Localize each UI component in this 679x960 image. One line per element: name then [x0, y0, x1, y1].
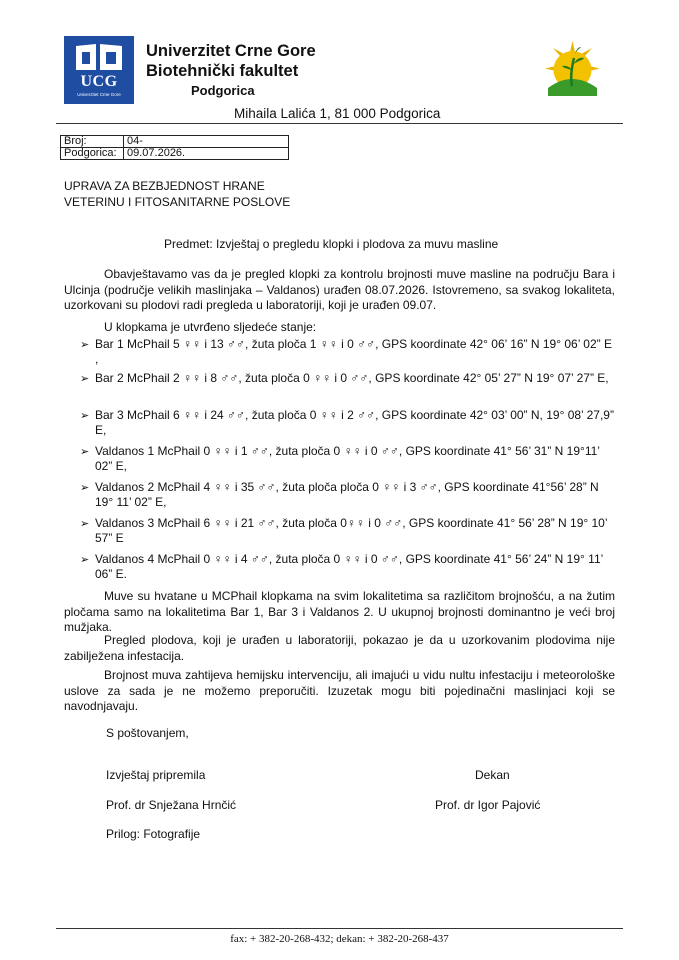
ucg-logo — [64, 36, 134, 104]
fruits-paragraph — [64, 633, 615, 664]
recipient-line-1: UPRAVA ZA BEZBJEDNOST HRANE — [64, 179, 265, 193]
ref-value-date: 09.07.2026. — [124, 148, 289, 160]
list-item: Valdanos 3 McPhail 6 ♀♀ i 21 ♂♂, žuta ploča 0♀♀ i 0 ♂♂, GPS koordinate 41° 56’ 28” N 19° 10’ 57” E — [95, 516, 608, 545]
footer-divider — [56, 928, 623, 929]
intro-paragraph — [64, 267, 615, 314]
left-signatory-role: Izvještaj pripremila — [106, 768, 206, 782]
closing: S poštovanjem, — [106, 726, 189, 740]
header-divider — [56, 123, 623, 124]
address: Mihaila Lalića 1, 81 000 Podgorica — [234, 106, 441, 121]
right-signatory-role: Dekan — [475, 768, 510, 782]
reference-table — [60, 135, 289, 160]
recipient-line-2: VETERINU I FITOSANITARNE POSLOVE — [64, 195, 291, 209]
logo-text: UCG — [80, 73, 118, 90]
flies-paragraph-text: Muve su hvatane u MCPhail klopkama na svim lokalitetima sa različitom brojnošću, a na žutim pločama samo na lokalitetima Bar 1, Bar 3 i Valdanos 2. U ukupnoj brojnosti dominantno je veći broj mužjaka. — [64, 589, 615, 634]
arrow-bullet-icon: ➢ — [80, 554, 90, 566]
table-row — [61, 136, 289, 148]
faculty-name: Biotehnički fakultet — [146, 62, 299, 80]
logo-subtitle: Univerzitet Crne Gore — [77, 92, 121, 97]
list-intro: U klopkama je utvrđeno sljedeće stanje: — [104, 320, 317, 334]
faculty-logo — [544, 40, 601, 97]
ref-label-number: Broj: — [61, 136, 124, 148]
header-city: Podgorica — [191, 83, 255, 98]
arrow-bullet-icon: ➢ — [80, 410, 90, 422]
arrow-bullet-icon: ➢ — [80, 518, 90, 530]
list-item: Valdanos 1 McPhail 0 ♀♀ i 1 ♂♂, žuta ploča 0 ♀♀ i 0 ♂♂, GPS koordinate 41° 56’ 31” N 19°11’ 02” E, — [95, 444, 600, 473]
list-item: Bar 2 McPhail 2 ♀♀ i 8 ♂♂, žuta ploča 0 ♀♀ i 0 ♂♂, GPS koordinate 42° 05’ 27” N 19° 07’ 27” E, — [95, 371, 609, 385]
conclusion-paragraph — [64, 668, 615, 715]
ref-label-date: Podgorica: — [61, 148, 124, 160]
book-icon — [74, 42, 124, 72]
footer-contact: fax: + 382-20-268-432; dekan: + 382-20-268-437 — [230, 933, 449, 945]
list-item: Valdanos 4 McPhail 0 ♀♀ i 4 ♂♂, žuta ploča 0 ♀♀ i 0 ♂♂, GPS koordinate 41° 56’ 24” N 19° 11’ 06” E. — [95, 552, 603, 581]
list-item: Bar 3 McPhail 6 ♀♀ i 24 ♂♂, žuta ploča 0 ♀♀ i 2 ♂♂, GPS koordinate 42° 03’ 00” N, 19° 08’ 27,9” E, — [95, 408, 614, 437]
arrow-bullet-icon: ➢ — [80, 482, 90, 494]
conclusion-paragraph-text: Brojnost muva zahtijeva hemijsku intervenciju, ali imajući u vidu nultu infestaciju i meteorološke uslove za sada je ne možemo preporučiti. Izuzetak mogu biti pojedinačni maslinjaci koji se navodnjavaju. — [64, 668, 615, 713]
intro-paragraph-text: Obavještavamo vas da je pregled klopki za kontrolu brojnosti muve masline na području Bara i Ulcinja (područje velikih maslinjaka – Valdanos) urađen 08.07.2026. Istovremeno, sa svakog lokaliteta, uzorkovani su plodovi radi pregleda u laboratoriji, koji je urađen 09.07. — [64, 267, 615, 312]
subject-line: Predmet: Izvještaj o pregledu klopki i plodova za muvu masline — [164, 237, 499, 251]
table-row — [61, 148, 289, 160]
attachment-note: Prilog: Fotografije — [106, 827, 201, 841]
arrow-bullet-icon: ➢ — [80, 446, 90, 458]
ref-value-number: 04- — [124, 136, 289, 148]
arrow-bullet-icon: ➢ — [80, 339, 90, 351]
university-name: Univerzitet Crne Gore — [146, 42, 316, 60]
flies-paragraph — [64, 589, 615, 636]
right-signatory-name: Prof. dr Igor Pajović — [435, 798, 541, 812]
list-item: Bar 1 McPhail 5 ♀♀ i 13 ♂♂, žuta ploča 1 ♀♀ i 0 ♂♂, GPS koordinate 42° 06’ 16” N 19° 06’ 02” E , — [95, 337, 612, 366]
arrow-bullet-icon: ➢ — [80, 373, 90, 385]
left-signatory-name: Prof. dr Snježana Hrnčić — [106, 798, 237, 812]
list-item: Valdanos 2 McPhail 4 ♀♀ i 35 ♂♂, žuta ploča ploča 0 ♀♀ i 3 ♂♂, GPS koordinate 41°56’ 28” N 19° 11’ 02” E, — [95, 480, 599, 509]
fruits-paragraph-text: Pregled plodova, koji je urađen u laboratoriji, pokazao je da u uzorkovanim plodovima nije zabilježena infestacija. — [64, 633, 615, 663]
